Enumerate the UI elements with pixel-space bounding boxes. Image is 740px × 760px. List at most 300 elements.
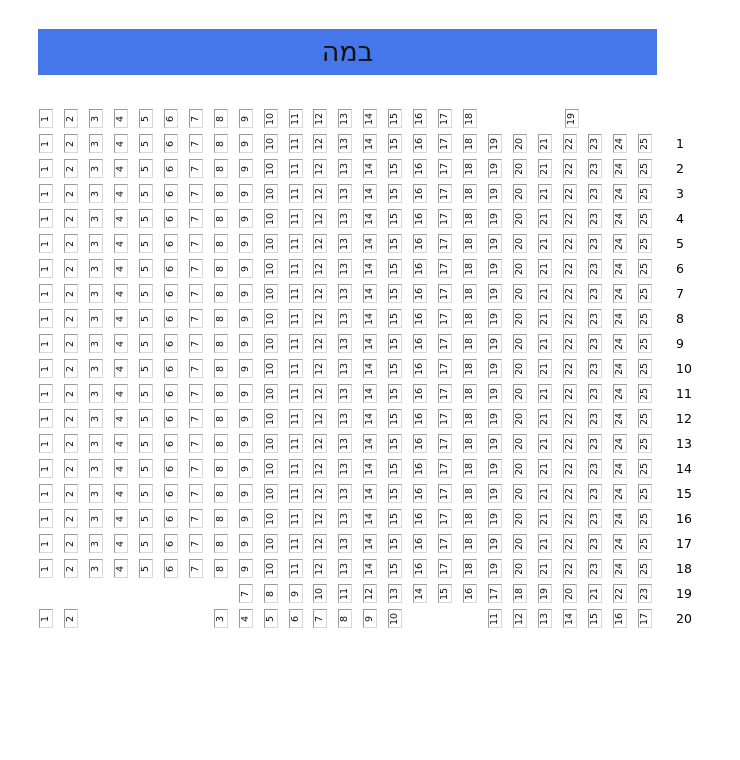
seat[interactable] (39, 409, 53, 428)
seat[interactable] (413, 334, 427, 353)
seat[interactable] (189, 159, 203, 178)
seat[interactable] (139, 159, 153, 178)
seat[interactable] (538, 334, 552, 353)
seat[interactable] (313, 409, 327, 428)
seat[interactable] (313, 509, 327, 528)
seat[interactable] (638, 534, 652, 553)
seat[interactable] (613, 534, 627, 553)
seat[interactable] (438, 284, 452, 303)
seat[interactable] (513, 434, 527, 453)
seat[interactable] (64, 134, 78, 153)
seat[interactable] (239, 559, 253, 578)
seat[interactable] (139, 484, 153, 503)
seat[interactable] (64, 109, 78, 128)
seat[interactable] (588, 534, 602, 553)
seat[interactable] (413, 209, 427, 228)
seat[interactable] (438, 259, 452, 278)
seat[interactable] (164, 534, 178, 553)
seat[interactable] (588, 459, 602, 478)
seat[interactable] (538, 159, 552, 178)
seat[interactable] (565, 109, 579, 128)
seat[interactable] (189, 309, 203, 328)
seat[interactable] (264, 459, 278, 478)
seat[interactable] (388, 509, 402, 528)
seat[interactable] (239, 284, 253, 303)
seat[interactable] (388, 309, 402, 328)
seat[interactable] (239, 434, 253, 453)
seat[interactable] (463, 234, 477, 253)
seat[interactable] (488, 384, 502, 403)
seat[interactable] (613, 359, 627, 378)
seat[interactable] (638, 309, 652, 328)
seat[interactable] (438, 534, 452, 553)
seat[interactable] (139, 134, 153, 153)
seat[interactable] (64, 159, 78, 178)
seat[interactable] (538, 609, 552, 628)
seat[interactable] (488, 509, 502, 528)
seat[interactable] (264, 359, 278, 378)
seat[interactable] (388, 209, 402, 228)
seat[interactable] (538, 459, 552, 478)
seat[interactable] (64, 559, 78, 578)
seat[interactable] (538, 234, 552, 253)
seat[interactable] (239, 384, 253, 403)
seat[interactable] (214, 184, 228, 203)
seat[interactable] (338, 559, 352, 578)
seat[interactable] (214, 509, 228, 528)
seat[interactable] (563, 534, 577, 553)
seat[interactable] (363, 609, 377, 628)
seat[interactable] (538, 409, 552, 428)
seat[interactable] (588, 209, 602, 228)
seat[interactable] (488, 459, 502, 478)
seat[interactable] (538, 534, 552, 553)
seat[interactable] (463, 559, 477, 578)
seat[interactable] (488, 409, 502, 428)
seat[interactable] (488, 584, 502, 603)
seat[interactable] (413, 159, 427, 178)
seat[interactable] (264, 559, 278, 578)
seat[interactable] (438, 384, 452, 403)
seat[interactable] (89, 259, 103, 278)
seat[interactable] (214, 534, 228, 553)
seat[interactable] (114, 384, 128, 403)
seat[interactable] (239, 134, 253, 153)
seat[interactable] (164, 559, 178, 578)
seat[interactable] (89, 459, 103, 478)
seat[interactable] (239, 409, 253, 428)
seat[interactable] (313, 434, 327, 453)
seat[interactable] (438, 409, 452, 428)
seat[interactable] (189, 534, 203, 553)
seat[interactable] (588, 334, 602, 353)
seat[interactable] (388, 134, 402, 153)
seat[interactable] (613, 134, 627, 153)
seat[interactable] (638, 609, 652, 628)
seat[interactable] (214, 409, 228, 428)
seat[interactable] (39, 109, 53, 128)
seat[interactable] (488, 534, 502, 553)
seat[interactable] (363, 284, 377, 303)
seat[interactable] (164, 284, 178, 303)
seat[interactable] (114, 359, 128, 378)
seat[interactable] (563, 234, 577, 253)
seat[interactable] (39, 284, 53, 303)
seat[interactable] (264, 384, 278, 403)
seat[interactable] (189, 134, 203, 153)
seat[interactable] (388, 284, 402, 303)
seat[interactable] (463, 534, 477, 553)
seat[interactable] (164, 234, 178, 253)
seat[interactable] (89, 409, 103, 428)
seat[interactable] (89, 209, 103, 228)
seat[interactable] (164, 109, 178, 128)
seat[interactable] (463, 359, 477, 378)
seat[interactable] (513, 384, 527, 403)
seat[interactable] (189, 509, 203, 528)
seat[interactable] (264, 409, 278, 428)
seat[interactable] (413, 234, 427, 253)
seat[interactable] (289, 184, 303, 203)
seat[interactable] (513, 359, 527, 378)
seat[interactable] (563, 459, 577, 478)
seat[interactable] (338, 109, 352, 128)
seat[interactable] (388, 609, 402, 628)
seat[interactable] (64, 259, 78, 278)
seat[interactable] (164, 184, 178, 203)
seat[interactable] (613, 584, 627, 603)
seat[interactable] (289, 359, 303, 378)
seat[interactable] (613, 209, 627, 228)
seat[interactable] (463, 409, 477, 428)
seat[interactable] (538, 184, 552, 203)
seat[interactable] (64, 459, 78, 478)
seat[interactable] (388, 584, 402, 603)
seat[interactable] (289, 109, 303, 128)
seat[interactable] (538, 384, 552, 403)
seat[interactable] (513, 134, 527, 153)
seat[interactable] (413, 434, 427, 453)
seat[interactable] (338, 359, 352, 378)
seat[interactable] (289, 134, 303, 153)
seat[interactable] (438, 434, 452, 453)
seat[interactable] (438, 159, 452, 178)
seat[interactable] (363, 509, 377, 528)
seat[interactable] (189, 109, 203, 128)
seat[interactable] (638, 184, 652, 203)
seat[interactable] (264, 159, 278, 178)
seat[interactable] (89, 109, 103, 128)
seat[interactable] (264, 534, 278, 553)
seat[interactable] (463, 334, 477, 353)
seat[interactable] (89, 184, 103, 203)
seat[interactable] (139, 334, 153, 353)
seat[interactable] (289, 484, 303, 503)
seat[interactable] (338, 209, 352, 228)
seat[interactable] (39, 509, 53, 528)
seat[interactable] (214, 384, 228, 403)
seat[interactable] (463, 309, 477, 328)
seat[interactable] (264, 484, 278, 503)
seat[interactable] (313, 134, 327, 153)
seat[interactable] (388, 259, 402, 278)
seat[interactable] (488, 209, 502, 228)
seat[interactable] (563, 159, 577, 178)
seat[interactable] (463, 284, 477, 303)
seat[interactable] (588, 559, 602, 578)
seat[interactable] (239, 184, 253, 203)
seat[interactable] (39, 434, 53, 453)
seat[interactable] (638, 284, 652, 303)
seat[interactable] (463, 584, 477, 603)
seat[interactable] (413, 484, 427, 503)
seat[interactable] (563, 409, 577, 428)
seat[interactable] (214, 309, 228, 328)
seat[interactable] (638, 159, 652, 178)
seat[interactable] (363, 584, 377, 603)
seat[interactable] (114, 334, 128, 353)
seat[interactable] (214, 459, 228, 478)
seat[interactable] (338, 334, 352, 353)
seat[interactable] (438, 109, 452, 128)
seat[interactable] (513, 584, 527, 603)
seat[interactable] (214, 359, 228, 378)
seat[interactable] (313, 259, 327, 278)
seat[interactable] (64, 309, 78, 328)
seat[interactable] (538, 259, 552, 278)
seat[interactable] (313, 559, 327, 578)
seat[interactable] (189, 459, 203, 478)
seat[interactable] (413, 359, 427, 378)
seat[interactable] (613, 309, 627, 328)
seat[interactable] (39, 334, 53, 353)
seat[interactable] (588, 509, 602, 528)
seat[interactable] (289, 459, 303, 478)
seat[interactable] (513, 259, 527, 278)
seat[interactable] (264, 259, 278, 278)
seat[interactable] (264, 134, 278, 153)
seat[interactable] (438, 209, 452, 228)
seat[interactable] (289, 609, 303, 628)
seat[interactable] (189, 234, 203, 253)
seat[interactable] (588, 609, 602, 628)
seat[interactable] (588, 259, 602, 278)
seat[interactable] (438, 234, 452, 253)
seat[interactable] (164, 134, 178, 153)
seat[interactable] (388, 159, 402, 178)
seat[interactable] (139, 434, 153, 453)
seat[interactable] (588, 584, 602, 603)
seat[interactable] (513, 409, 527, 428)
seat[interactable] (313, 184, 327, 203)
seat[interactable] (214, 209, 228, 228)
seat[interactable] (114, 459, 128, 478)
seat[interactable] (289, 234, 303, 253)
seat[interactable] (239, 609, 253, 628)
seat[interactable] (563, 309, 577, 328)
seat[interactable] (563, 384, 577, 403)
seat[interactable] (313, 209, 327, 228)
seat[interactable] (313, 459, 327, 478)
seat[interactable] (438, 509, 452, 528)
seat[interactable] (638, 409, 652, 428)
seat[interactable] (413, 259, 427, 278)
seat[interactable] (39, 609, 53, 628)
seat[interactable] (64, 209, 78, 228)
seat[interactable] (239, 259, 253, 278)
seat[interactable] (139, 559, 153, 578)
seat[interactable] (313, 284, 327, 303)
seat[interactable] (289, 209, 303, 228)
seat[interactable] (488, 609, 502, 628)
seat[interactable] (189, 434, 203, 453)
seat[interactable] (638, 259, 652, 278)
seat[interactable] (214, 334, 228, 353)
seat[interactable] (89, 334, 103, 353)
seat[interactable] (338, 234, 352, 253)
seat[interactable] (463, 434, 477, 453)
seat[interactable] (363, 534, 377, 553)
seat[interactable] (463, 384, 477, 403)
seat[interactable] (264, 309, 278, 328)
seat[interactable] (413, 534, 427, 553)
seat[interactable] (64, 384, 78, 403)
seat[interactable] (563, 334, 577, 353)
seat[interactable] (488, 359, 502, 378)
seat[interactable] (189, 359, 203, 378)
seat[interactable] (289, 159, 303, 178)
seat[interactable] (39, 234, 53, 253)
seat[interactable] (139, 409, 153, 428)
seat[interactable] (413, 134, 427, 153)
seat[interactable] (438, 184, 452, 203)
seat[interactable] (438, 584, 452, 603)
seat[interactable] (64, 534, 78, 553)
seat[interactable] (139, 309, 153, 328)
seat[interactable] (638, 459, 652, 478)
seat[interactable] (39, 309, 53, 328)
seat[interactable] (214, 259, 228, 278)
seat[interactable] (363, 209, 377, 228)
seat[interactable] (563, 284, 577, 303)
seat[interactable] (388, 234, 402, 253)
seat[interactable] (488, 184, 502, 203)
seat[interactable] (363, 484, 377, 503)
seat[interactable] (363, 409, 377, 428)
seat[interactable] (139, 459, 153, 478)
seat[interactable] (413, 109, 427, 128)
seat[interactable] (463, 459, 477, 478)
seat[interactable] (363, 109, 377, 128)
seat[interactable] (313, 359, 327, 378)
seat[interactable] (563, 509, 577, 528)
seat[interactable] (463, 134, 477, 153)
seat[interactable] (164, 334, 178, 353)
seat[interactable] (563, 559, 577, 578)
seat[interactable] (388, 384, 402, 403)
seat[interactable] (613, 259, 627, 278)
seat[interactable] (39, 384, 53, 403)
seat[interactable] (488, 134, 502, 153)
seat[interactable] (164, 484, 178, 503)
seat[interactable] (638, 434, 652, 453)
seat[interactable] (89, 484, 103, 503)
seat[interactable] (638, 509, 652, 528)
seat[interactable] (513, 284, 527, 303)
seat[interactable] (338, 134, 352, 153)
seat[interactable] (264, 234, 278, 253)
seat[interactable] (214, 284, 228, 303)
seat[interactable] (239, 334, 253, 353)
seat[interactable] (89, 384, 103, 403)
seat[interactable] (463, 159, 477, 178)
seat[interactable] (388, 434, 402, 453)
seat[interactable] (114, 134, 128, 153)
seat[interactable] (588, 184, 602, 203)
seat[interactable] (313, 609, 327, 628)
seat[interactable] (613, 509, 627, 528)
seat[interactable] (164, 209, 178, 228)
seat[interactable] (363, 259, 377, 278)
seat[interactable] (588, 284, 602, 303)
seat[interactable] (363, 434, 377, 453)
seat[interactable] (164, 159, 178, 178)
seat[interactable] (114, 284, 128, 303)
seat[interactable] (638, 559, 652, 578)
seat[interactable] (588, 234, 602, 253)
seat[interactable] (189, 284, 203, 303)
seat[interactable] (114, 209, 128, 228)
seat[interactable] (164, 384, 178, 403)
seat[interactable] (413, 409, 427, 428)
seat[interactable] (64, 409, 78, 428)
seat[interactable] (438, 134, 452, 153)
seat[interactable] (64, 234, 78, 253)
seat[interactable] (39, 484, 53, 503)
seat[interactable] (239, 159, 253, 178)
seat[interactable] (588, 484, 602, 503)
seat[interactable] (513, 334, 527, 353)
seat[interactable] (588, 409, 602, 428)
seat[interactable] (463, 109, 477, 128)
seat[interactable] (39, 259, 53, 278)
seat[interactable] (139, 284, 153, 303)
seat[interactable] (513, 559, 527, 578)
seat[interactable] (388, 534, 402, 553)
seat[interactable] (114, 559, 128, 578)
seat[interactable] (613, 234, 627, 253)
seat[interactable] (338, 409, 352, 428)
seat[interactable] (338, 259, 352, 278)
seat[interactable] (513, 509, 527, 528)
seat[interactable] (538, 359, 552, 378)
seat[interactable] (313, 159, 327, 178)
seat[interactable] (289, 559, 303, 578)
seat[interactable] (563, 434, 577, 453)
seat[interactable] (338, 484, 352, 503)
seat[interactable] (239, 209, 253, 228)
seat[interactable] (613, 459, 627, 478)
seat[interactable] (189, 184, 203, 203)
seat[interactable] (189, 209, 203, 228)
seat[interactable] (413, 184, 427, 203)
seat[interactable] (139, 109, 153, 128)
seat[interactable] (289, 534, 303, 553)
seat[interactable] (613, 184, 627, 203)
seat[interactable] (438, 484, 452, 503)
seat[interactable] (463, 209, 477, 228)
seat[interactable] (313, 334, 327, 353)
